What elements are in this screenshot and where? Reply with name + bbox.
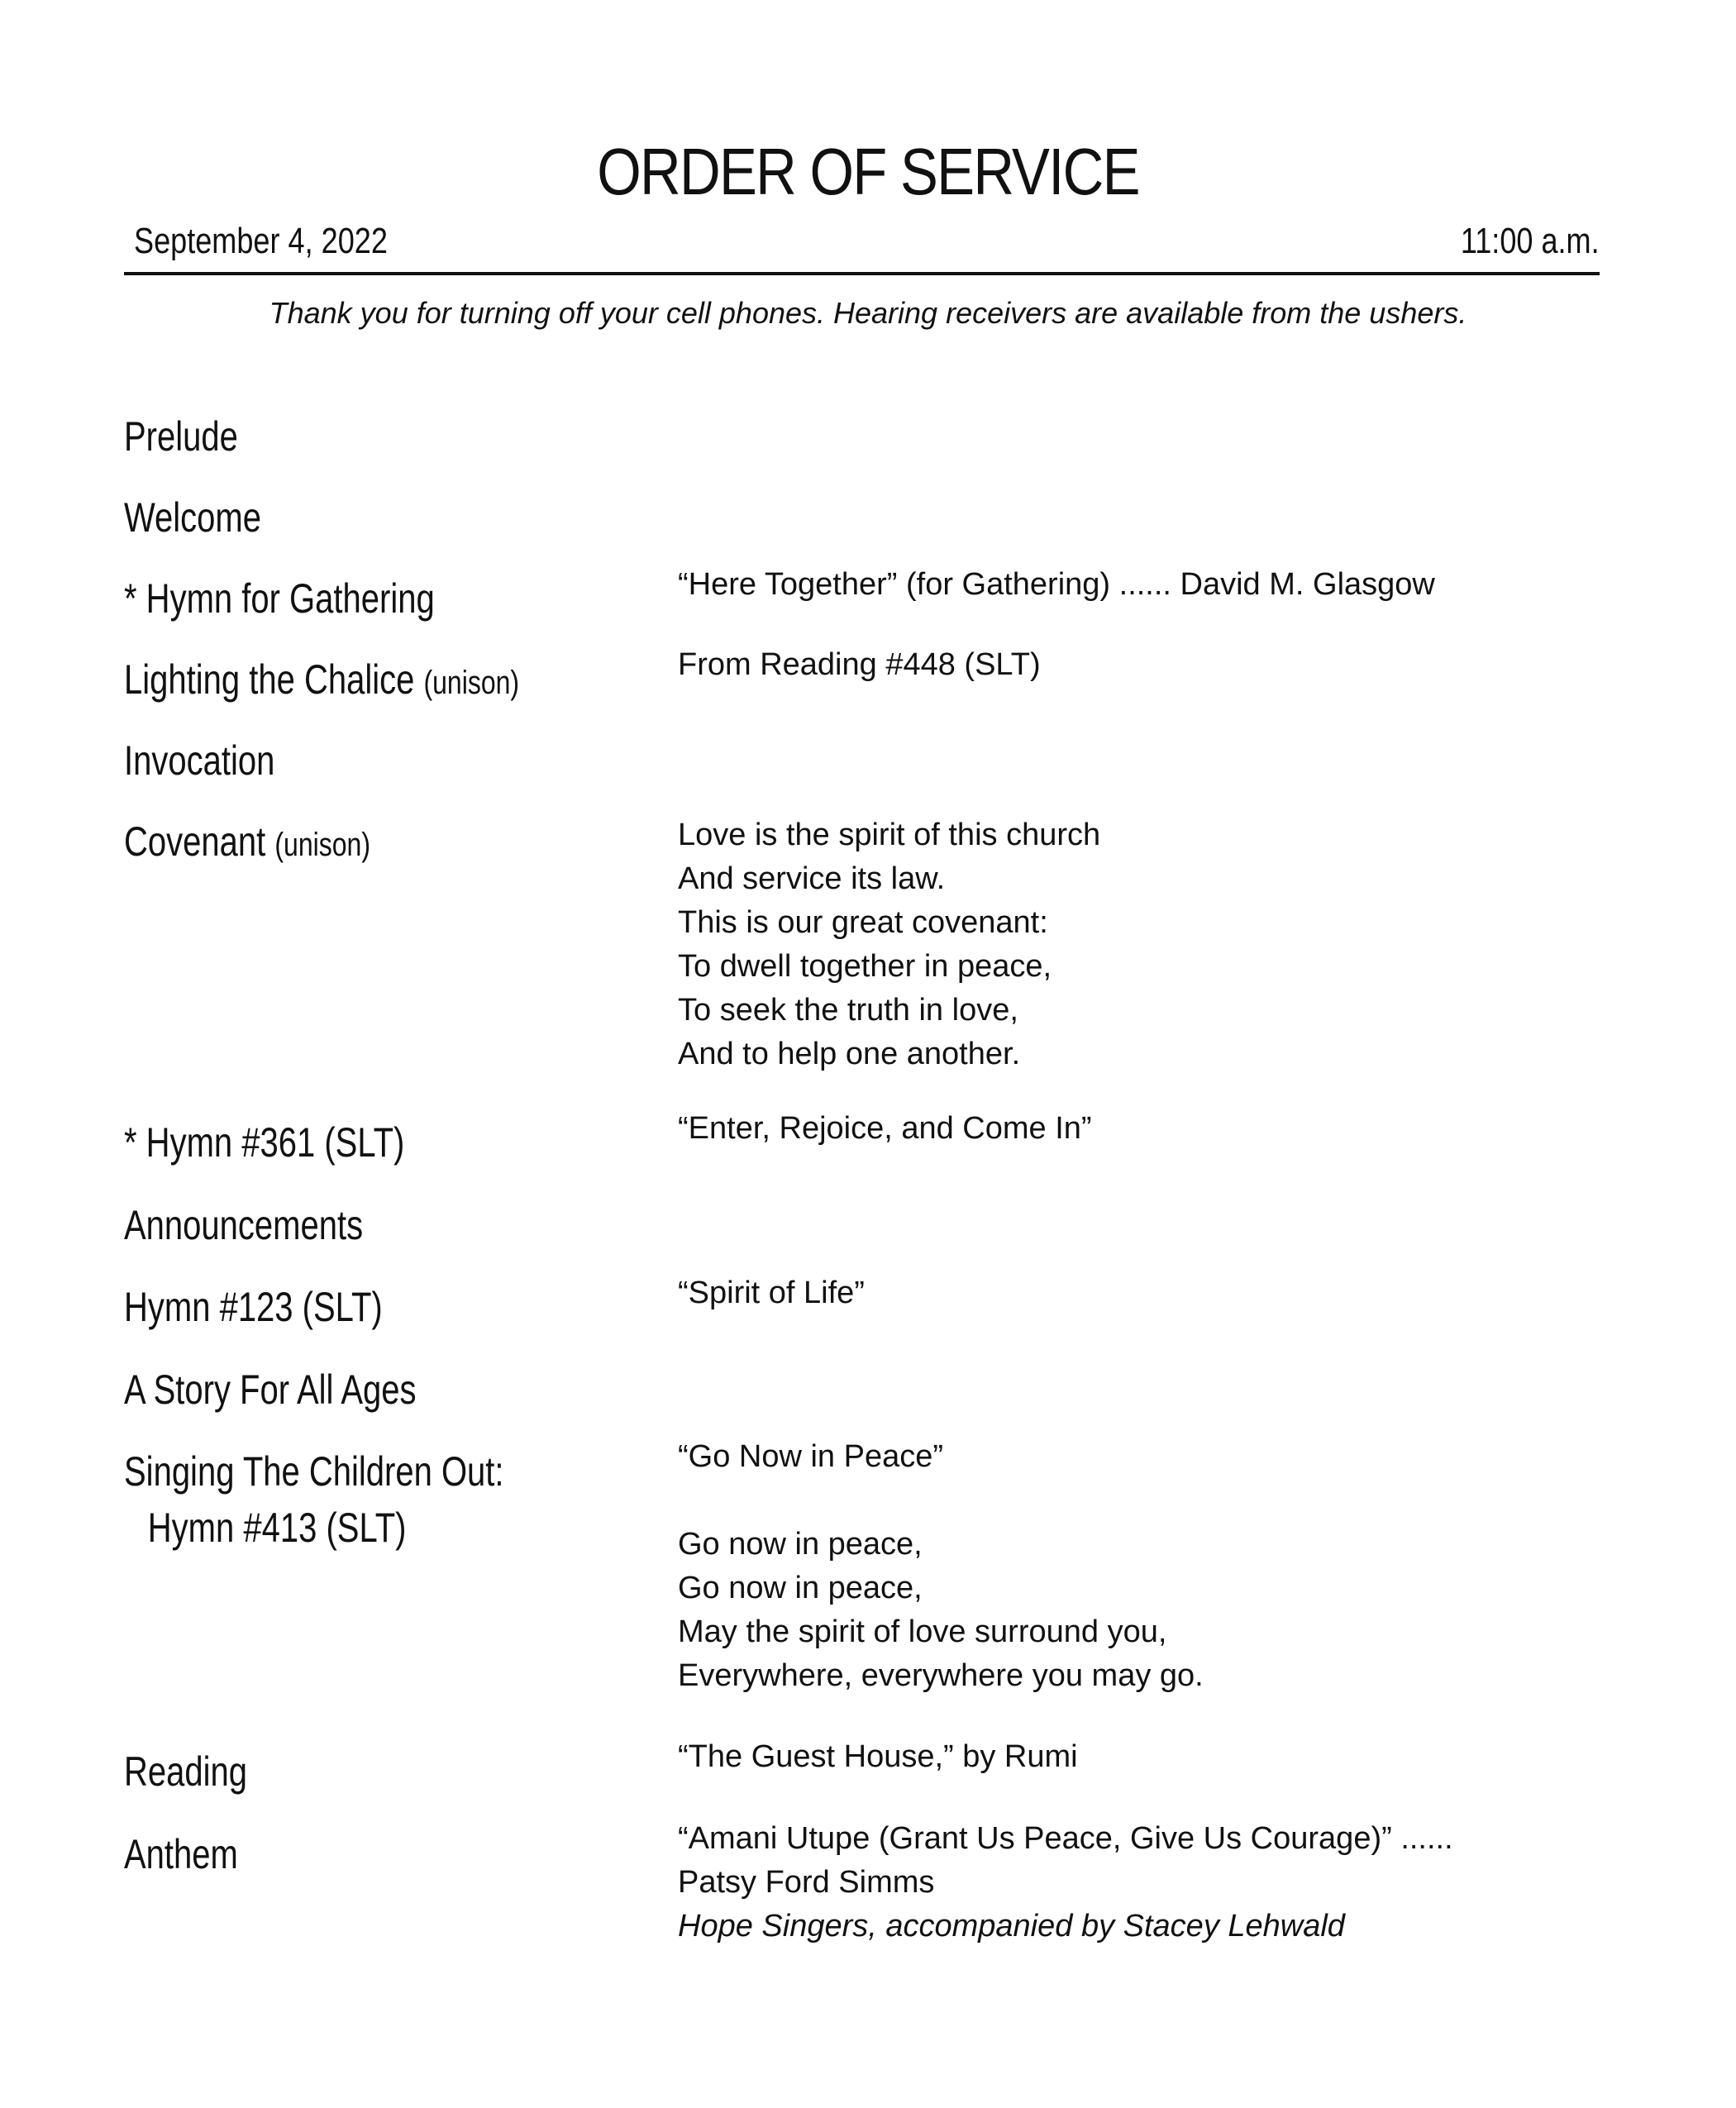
detail-line: And service its law. [678,861,946,896]
item-label: A Story For All Ages [124,1366,417,1413]
detail-line: “Enter, Rejoice, and Come In” [678,1111,1092,1146]
item-label: Reading [124,1748,248,1795]
item-label [124,1443,504,1556]
detail-line: “Amani Utupe (Grant Us Peace, Give Us Courage)” ...... [678,1821,1453,1856]
label-note: (unison) [423,665,520,701]
item-label: Invocation [124,737,275,784]
item-detail [678,1271,865,1315]
item-label: * Hymn #361 (SLT) [124,1119,405,1166]
item-label [124,813,370,873]
phone-notice: Thank you for turning off your cell phones. Hearing receivers are available from the ushers. [269,296,1467,330]
verse-line: Everywhere, everywhere you may go. [678,1658,1204,1693]
page-title: ORDER OF SERVICE [597,135,1139,208]
item-label: * Hymn for Gathering [124,575,435,622]
detail-line: “The Guest House,” by Rumi [678,1739,1078,1774]
item-detail [678,563,1435,607]
detail-line: “Here Together” (for Gathering) ...... David M. Glasgow [678,567,1435,602]
item-detail [678,1817,1453,1948]
label-note: (unison) [274,827,370,863]
detail-line: This is our great covenant: [678,905,1048,940]
detail-line: To dwell together in peace, [678,949,1052,984]
covenant-text [678,813,1100,1076]
item-label: Anthem [124,1831,238,1877]
detail-line: From Reading #448 (SLT) [678,647,1041,682]
performer-line: Hope Singers, accompanied by Stacey Lehwald [678,1909,1345,1943]
label-text: Covenant [124,818,266,865]
detail-line: “Go Now in Peace” [678,1439,944,1474]
detail-gap [678,1479,1204,1523]
detail-line: Love is the spirit of this church [678,818,1101,852]
verse-line: May the spirit of love surround you, [678,1614,1167,1649]
item-detail [678,643,1041,687]
item-detail [678,1107,1092,1151]
item-label: Hymn #123 (SLT) [124,1284,383,1330]
item-label: Welcome [124,494,261,541]
label-text: Lighting the Chalice [124,656,415,703]
item-label [124,651,519,711]
header-divider [124,272,1600,275]
detail-line: Patsy Ford Simms [678,1865,935,1900]
service-time: 11:00 a.m. [1461,221,1600,261]
item-detail [678,1435,1204,1698]
verse-line: Go now in peace, [678,1571,923,1605]
label-sub: Hymn #413 (SLT) [147,1505,407,1551]
detail-line: And to help one another. [678,1037,1021,1071]
item-label: Prelude [124,413,238,460]
verse-line: Go now in peace, [678,1527,923,1562]
detail-line: “Spirit of Life” [678,1276,865,1310]
service-date: September 4, 2022 [134,221,388,261]
item-label: Announcements [124,1202,364,1248]
item-detail [678,1735,1078,1779]
detail-line: To seek the truth in love, [678,993,1018,1028]
label-text: Singing The Children Out: [124,1448,504,1495]
